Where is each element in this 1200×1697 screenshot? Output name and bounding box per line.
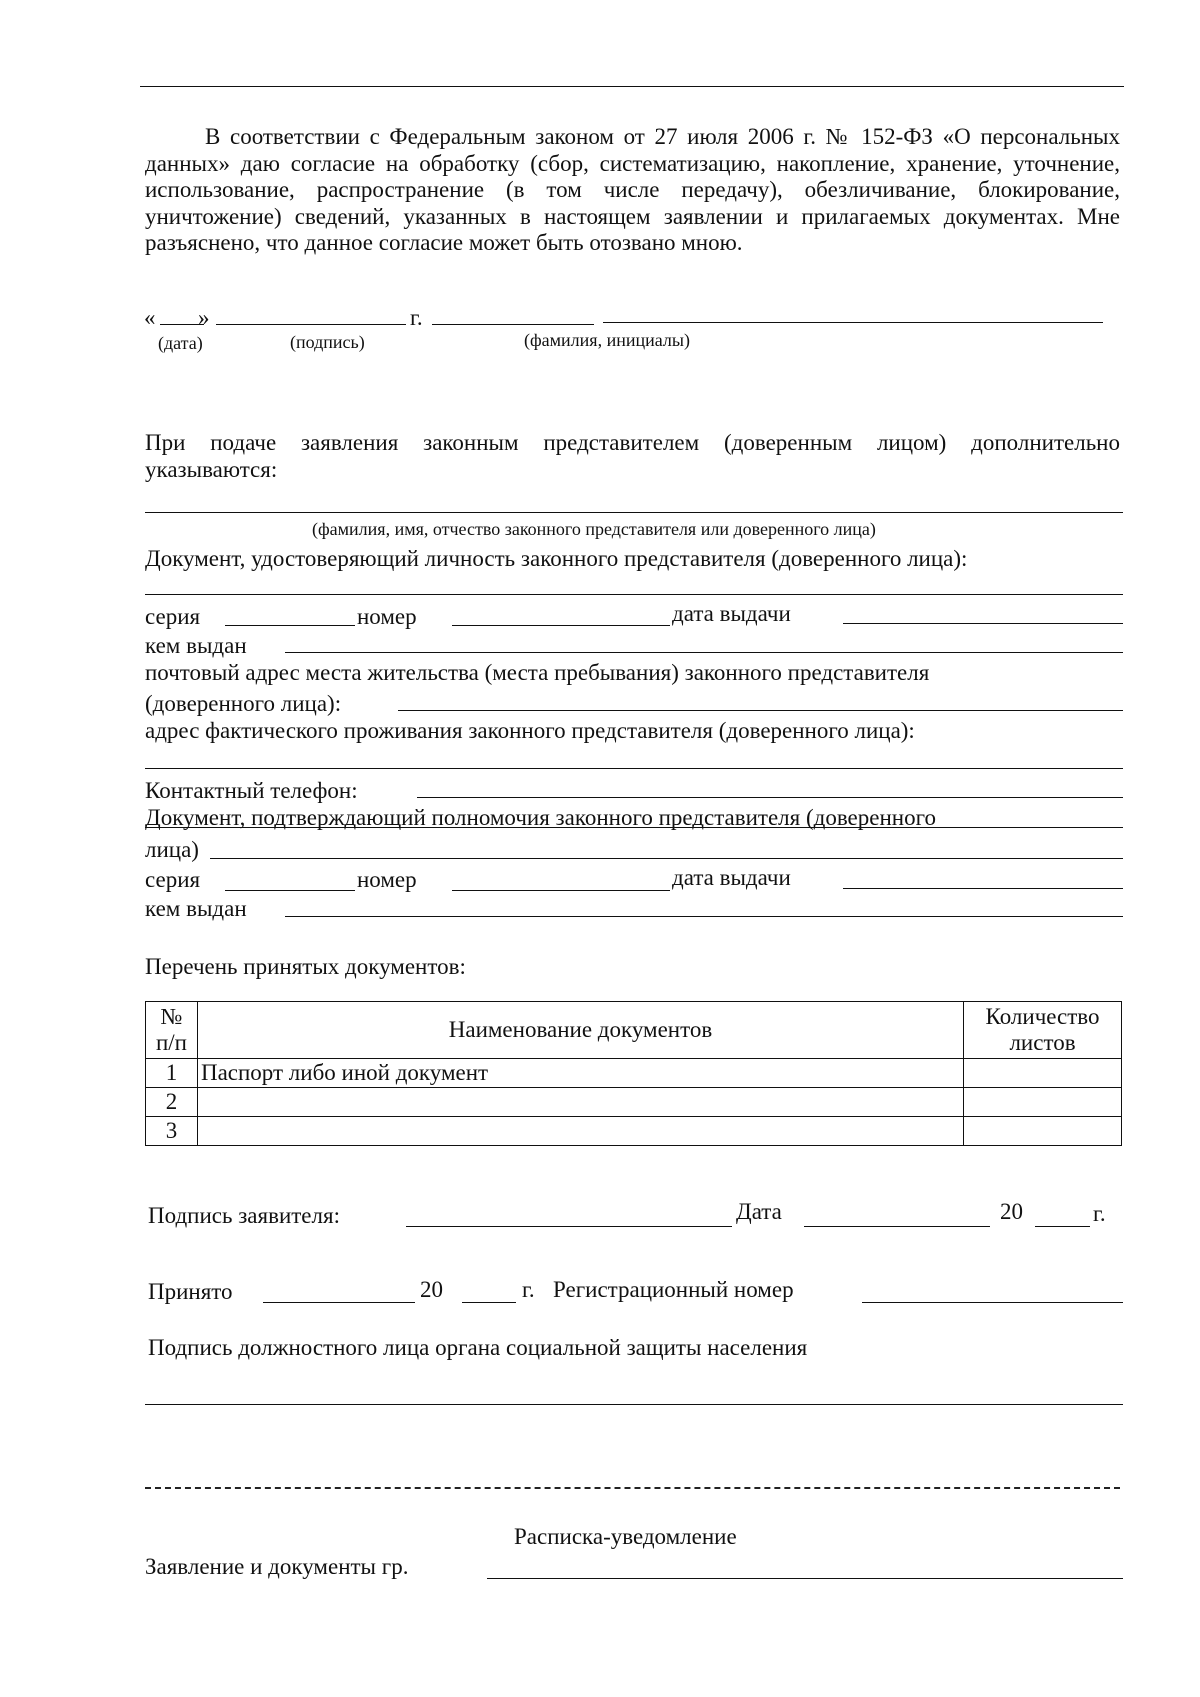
postal-address-label-1: почтовый адрес места жительства (места пребывания) законного представителя <box>145 660 930 685</box>
number-field-2[interactable] <box>452 890 670 891</box>
issue-date-field[interactable] <box>843 623 1123 624</box>
row-num: 2 <box>146 1088 198 1117</box>
date-close-quote: » <box>198 305 210 330</box>
phone-field[interactable] <box>417 797 1123 798</box>
id-doc-label: Документ, удостоверяющий личность законного представителя (доверенного лица): <box>145 546 968 571</box>
reg-number-field[interactable] <box>862 1302 1123 1303</box>
accepted-year-prefix: 20 <box>420 1277 443 1302</box>
row-name[interactable]: Паспорт либо иной документ <box>197 1059 963 1088</box>
date-month-field[interactable] <box>216 324 406 325</box>
authority-doc-label-2: лица) <box>145 837 199 862</box>
date-year-suffix: г. <box>410 305 423 330</box>
series-field[interactable] <box>225 625 355 626</box>
authority-doc-label-1: Документ, подтверждающий полномочия законного представителя (доверенного <box>145 805 936 830</box>
caption-date: (дата) <box>158 333 203 353</box>
year-field[interactable] <box>1035 1226 1090 1227</box>
signature-field[interactable] <box>432 324 594 325</box>
row-num: 3 <box>146 1117 198 1146</box>
table-header-row <box>146 1002 1122 1059</box>
issued-by-field[interactable] <box>285 652 1123 653</box>
applicant-signature-field[interactable] <box>406 1226 732 1227</box>
series-field-2[interactable] <box>225 890 355 891</box>
header-num-line-1: № <box>160 1004 183 1029</box>
top-rule <box>140 86 1124 87</box>
official-signature-field[interactable] <box>145 1404 1123 1405</box>
official-signature-label: Подпись должностного лица органа социальной защиты населения <box>148 1335 808 1360</box>
accepted-year-suffix: г. <box>522 1277 535 1302</box>
accepted-date-field[interactable] <box>263 1302 415 1303</box>
authority-doc-underline <box>145 827 1123 828</box>
table-row <box>146 1117 1122 1146</box>
receipt-applicant-label: Заявление и документы гр. <box>145 1554 409 1579</box>
consent-paragraph: В соответствии с Федеральным законом от 27 июля 2006 г. № 152-ФЗ «О персональных данных» даю согласие на обработку (сбор, систематизацию, накопление, хранение, уточнение, использование, распространение (в том числе передачу), обезличивание, блокирование, уничтожение) сведений, указанных в настоящем заявлении и прилагаемых документах. Мне разъяснено, что данное согласие может быть отозвано мною. <box>145 124 1120 255</box>
header-name: Наименование документов <box>197 1002 963 1059</box>
actual-address-label: адрес фактического проживания законного представителя (доверенного лица): <box>145 718 915 743</box>
header-num-line-2: п/п <box>155 1030 187 1055</box>
receipt-title: Расписка-уведомление <box>514 1524 737 1549</box>
postal-address-field[interactable] <box>398 710 1123 711</box>
header-count-line-1: Количество <box>985 1004 1100 1029</box>
row-count[interactable] <box>964 1117 1122 1146</box>
receipt-applicant-field[interactable] <box>487 1578 1123 1579</box>
series-label-2: серия <box>145 867 201 892</box>
caption-name: (фамилия, инициалы) <box>524 330 690 350</box>
issued-by-label: кем выдан <box>145 633 247 658</box>
accepted-label: Принято <box>148 1279 233 1304</box>
caption-representative-fio: (фамилия, имя, отчество законного представителя или доверенного лица) <box>312 519 876 539</box>
issue-date-label-2: дата выдачи <box>672 865 791 890</box>
cut-line <box>145 1487 1120 1489</box>
year-prefix: 20 <box>1000 1199 1023 1224</box>
row-name[interactable] <box>197 1117 963 1146</box>
applicant-signature-label: Подпись заявителя: <box>148 1203 340 1228</box>
actual-address-field[interactable] <box>145 768 1123 769</box>
header-count <box>964 1002 1122 1059</box>
row-name[interactable] <box>197 1088 963 1117</box>
table-row <box>146 1088 1122 1117</box>
header-num <box>146 1002 198 1059</box>
number-label-2: номер <box>357 867 417 892</box>
id-doc-field[interactable] <box>145 594 1123 595</box>
date-field[interactable] <box>804 1226 990 1227</box>
row-count[interactable] <box>964 1059 1122 1088</box>
table-row <box>146 1059 1122 1088</box>
phone-label: Контактный телефон: <box>145 778 358 803</box>
caption-signature: (подпись) <box>290 332 365 352</box>
representative-fio-field[interactable] <box>145 512 1123 513</box>
year-suffix: г. <box>1093 1201 1106 1226</box>
date-open-quote: « <box>144 305 156 330</box>
authority-doc-field[interactable] <box>210 858 1123 859</box>
accepted-year-field[interactable] <box>462 1302 516 1303</box>
issue-date-label: дата выдачи <box>672 601 791 626</box>
issue-date-field-2[interactable] <box>843 888 1123 889</box>
row-num: 1 <box>146 1059 198 1088</box>
issued-by-label-2: кем выдан <box>145 896 247 921</box>
header-count-line-2: листов <box>1009 1030 1076 1055</box>
documents-table <box>145 1001 1122 1146</box>
number-field[interactable] <box>452 625 670 626</box>
date-label: Дата <box>736 1199 782 1224</box>
row-count[interactable] <box>964 1088 1122 1117</box>
name-initials-field[interactable] <box>603 322 1103 323</box>
series-label: серия <box>145 604 201 629</box>
issued-by-field-2[interactable] <box>285 916 1123 917</box>
documents-list-title: Перечень принятых документов: <box>145 954 466 979</box>
representative-intro: При подаче заявления законным представителем (доверенным лицом) дополнительно указываются: <box>145 430 1120 482</box>
number-label: номер <box>357 604 417 629</box>
postal-address-label-2: (доверенного лица): <box>145 691 342 716</box>
reg-number-label: Регистрационный номер <box>553 1277 794 1302</box>
